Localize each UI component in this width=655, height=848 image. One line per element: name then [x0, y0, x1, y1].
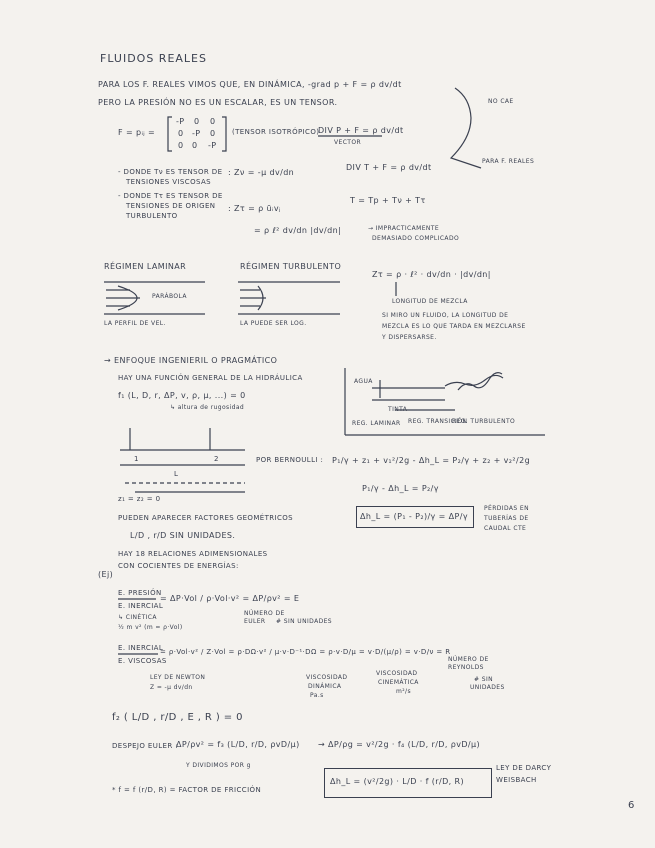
divide-note: Y DIVIDIMOS POR g [186, 762, 251, 769]
reynolds-name-4: UNIDADES [470, 684, 505, 691]
transition-regime-label: REG. TRANSICIÓN [408, 418, 468, 425]
bernoulli-eq-2: P₁/γ - Δh_L = P₂/γ [362, 484, 439, 493]
matrix-bracket-right [222, 117, 226, 151]
head-loss-eq: Δh_L = (P₁ - P₂)/γ = ΔP/γ [360, 512, 469, 521]
turb-def-1: - DONDE Tτ ES TENSOR DE [118, 192, 223, 200]
darcy-name-1: LEY DE DARCY [496, 764, 552, 772]
kin-visc-1: VISCOSIDAD [376, 670, 418, 677]
mixing-note-2: MEZCLA ES LO QUE TARDA EN MEZCLARSE [382, 323, 526, 330]
euler-name-3: # SIN UNIDADES [276, 618, 332, 625]
friction-factor-line: * f = f (r/D, R) = FACTOR DE FRICCIÓN [112, 786, 262, 794]
turb-def-3: TURBULENTO [126, 212, 178, 220]
euler-note-2: ½ m v² (m = ρ·Vol) [118, 624, 183, 631]
viscous-eq: : Zν = -μ dv/dn [228, 168, 295, 177]
mixing-length-label: LONGITUD DE MEZCLA [392, 298, 468, 305]
darcy-name-2: WEISBACH [496, 776, 537, 784]
loss-note-2: TUBERÍAS DE [484, 515, 529, 522]
turb-eq: : Zτ = ρ ūᵢvⱼ [228, 204, 281, 213]
z-equal: z₁ = z₂ = 0 [118, 495, 161, 503]
side-note: NO CAE [488, 98, 514, 105]
tensor-sum-eq: T = Tp + Tν + Tτ [350, 196, 426, 205]
reynolds-name-1: NÚMERO DE [448, 656, 489, 663]
euler-eq: = ΔP·Vol / ρ·Vol·v² = ΔP/ρv² = E [160, 594, 300, 603]
bernoulli-label: POR BERNOULLI : [256, 456, 324, 464]
reynolds-name-3: # SIN [474, 676, 494, 683]
dyn-visc-1: VISCOSIDAD [306, 674, 348, 681]
pragmatic-heading: → ENFOQUE INGENIERIL O PRAGMÁTICO [104, 356, 278, 365]
parabola-label: PARÁBOLA [152, 293, 187, 300]
mixing-note-1: SI MIRO UN FLUIDO, LA LONGITUD DE [382, 312, 509, 319]
kin-visc-3: m²/s [396, 688, 411, 695]
notes-page: FLUIDOS REALES 6 PARA LOS F. REALES VIMOS QUE, EN DINÁMICA, -grad p + F = ρ dv/dt PERO LA PRESIÓN NO ES UN ESCALAR, ES UN TENSOR. NO CAE F = pᵢⱼ = -P 0 0 0 -P 0 0 0 -P (TENSOR ISOTRÓPICO) DIV P + F = ρ dv/dt VECTOR PARA F. REALES - DONDE Tν ES TENSOR DE TENSIONES VISCOSAS : Zν = -μ dv/dn DIV T + F = ρ dv/dt - DONDE Tτ ES TENSOR DE TENSIONES DE ORIGEN TURBULENTO : Zτ = ρ ūᵢvⱼ T = Tp + Tν + Tτ = ρ ℓ² dv/dn |dv/dn| → IMPRACTICAMENTE DEMASIADO COMPLICADO RÉGIMEN LAMINAR RÉGIMEN TURBULENTO PARÁBOLA LA PERFIL DE VEL. LA PUEDE SER LOG. Zτ = ρ · ℓ² · dv/dn · |dv/dn| LONGITUD DE MEZCLA SI MIRO UN FLUIDO, LA LONGITUD DE MEZCLA ES LO QUE TARDA EN MEZCLARSE Y DISPERSARSE. → ENFOQUE INGENIERIL O PRAGMÁTICO HAY UNA FUNCIÓN GENERAL DE LA HIDRÁULICA f₁ (L, D, r, ΔP, v, ρ, μ, ...) = 0 ↳ altura de rugosidad AGUA TINTA REG. LAMINAR REG. TRANSICIÓN REG. TURBULENTO L 1 2 z₁ = z₂ = 0 POR BERNOULLI : P₁/γ + z₁ + v₁²/2g - Δh_L = P₂/γ + z₂ + v₂²/2g P₁/γ - Δh_L = P₂/γ Δh_L = (P₁ - P₂)/γ = ΔP/γ PÉRDIDAS EN TUBERÍAS DE CAUDAL CTE PUEDEN APARECER FACTORES GEOMÉTRICOS L/D , r/D SIN UNIDADES. HAY 18 RELACIONES ADIMENSIONALES CON COCIENTES DE ENERGÍAS: (Ej) E. PRESIÓN E. INERCIAL = ΔP·Vol / ρ·Vol·v² = ΔP/ρv² = E ↳ CINÉTICA ½ m v² (m = ρ·Vol) NÚMERO DE EULER # SIN UNIDADES E. INERCIAL E. VISCOSAS = ρ·Vol·v² / Z·Vol = ρ·DΩ·v² / μ·v·D⁻¹·DΩ = ρ·v·D/μ = v·D/(μ/ρ) = v·D/ν = R LEY DE NEWTON Z = -μ dv/dn VISCOSIDAD DINÁMICA Pa.s VISCOSIDAD CINEMÁTICA m²/s NÚMERO DE REYNOLDS # SIN UNIDADES f₂ ( L/D , r/D , E , R ) = 0 DESPEJO EULER : ΔP/ρv² = f₃ (L/D, r/D, ρvD/μ) → ΔP/ρg = v²/2g · f₄ (L/D, r/D, ρvD/μ) Y DIVIDIMOS POR g Δh_L = (v²/2g) · L/D · f (r/D, R) LEY DE DARCY WEISBACH * f = f (r/D, R) = FACTOR DE FRICCIÓN [0, 0, 655, 848]
page-number: 6 [628, 800, 635, 811]
euler-name-2: EULER [244, 618, 266, 625]
point-1: 1 [134, 455, 139, 463]
newton-law-1: LEY DE NEWTON [150, 674, 206, 681]
loss-note-1: PÉRDIDAS EN [484, 505, 529, 512]
factors-line-4: CON COCIENTES DE ENERGÍAS: [118, 562, 239, 570]
intro-line: PARA LOS F. REALES VIMOS QUE, EN DINÁMICA, -grad p + F = ρ dv/dt [98, 80, 402, 89]
laminar-caption: LA PERFIL DE VEL. [104, 320, 166, 327]
length-label: L [174, 470, 179, 478]
page-title: FLUIDOS REALES [100, 52, 207, 65]
mixing-note-3: Y DISPERSARSE. [382, 334, 437, 341]
general-function: f₁ (L, D, r, ΔP, v, ρ, μ, ...) = 0 [118, 391, 246, 400]
euler-solved-eq: ΔP/ρv² = f₃ (L/D, r/D, ρvD/μ) [176, 740, 300, 749]
turb-eq-2: = ρ ℓ² dv/dn |dv/dn| [254, 226, 342, 235]
matrix-bracket-left [168, 117, 172, 151]
turb-note-2: DEMASIADO COMPLICADO [372, 235, 460, 242]
point-2: 2 [214, 455, 219, 463]
dyn-visc-3: Pa.s [310, 692, 324, 699]
factors-line-3: HAY 18 RELACIONES ADIMENSIONALES [118, 550, 268, 558]
head-eq: → ΔP/ρg = v²/2g · f₄ (L/D, r/D, ρvD/μ) [318, 740, 481, 749]
factors-line-2: L/D , r/D SIN UNIDADES. [130, 531, 236, 540]
dyn-visc-2: DINÁMICA [308, 683, 342, 690]
pressure-tensor-line: PERO LA PRESIÓN NO ES UN ESCALAR, ES UN TENSOR. [98, 98, 338, 107]
kin-visc-2: CINEMÁTICA [378, 679, 419, 686]
euler-note-1: ↳ CINÉTICA [118, 614, 157, 621]
turbulent-heading: RÉGIMEN TURBULENTO [240, 262, 342, 271]
reynolds-eq: = ρ·Vol·v² / Z·Vol = ρ·DΩ·v² / μ·v·D⁻¹·DΩ = ρ·v·D/μ = v·D/(μ/ρ) = v·D/ν = R [160, 648, 451, 656]
roughness-note: ↳ altura de rugosidad [170, 404, 245, 411]
turbulent-caption: LA PUEDE SER LOG. [240, 320, 307, 327]
f2-function: f₂ ( L/D , r/D , E , R ) = 0 [112, 712, 243, 723]
viscous-def-2: TENSIONES VISCOSAS [126, 178, 211, 186]
turbulent-regime-label: REG. TURBULENTO [452, 418, 516, 425]
vector-label: VECTOR [334, 139, 362, 146]
bernoulli-eq: P₁/γ + z₁ + v₁²/2g - Δh_L = P₂/γ + z₂ + v₂²/2g [332, 456, 531, 465]
dynamics-equation: DIV P + F = ρ dv/dt [318, 126, 404, 135]
laminar-regime-label: REG. LAMINAR [352, 420, 401, 427]
darcy-eq: Δh_L = (v²/2g) · L/D · f (r/D, R) [330, 777, 464, 786]
ink-label: TINTA [388, 406, 408, 413]
pragmatic-line: HAY UNA FUNCIÓN GENERAL DE LA HIDRÁULICA [118, 374, 303, 382]
euler-num: E. PRESIÓN [118, 589, 162, 597]
tensor-label: F = pᵢⱼ = [118, 128, 156, 137]
water-label: AGUA [354, 378, 373, 385]
laminar-heading: RÉGIMEN LAMINAR [104, 262, 187, 271]
div-t-equation: DIV T + F = ρ dv/dt [346, 163, 432, 172]
turb-def-2: TENSIONES DE ORIGEN [126, 202, 216, 210]
side-bracket [451, 88, 481, 168]
factors-line-1: PUEDEN APARECER FACTORES GEOMÉTRICOS [118, 514, 294, 522]
mixing-eq: Zτ = ρ · ℓ² · dv/dn · |dv/dn| [372, 270, 491, 279]
euler-den: E. INERCIAL [118, 602, 164, 610]
example-label: (Ej) [98, 570, 114, 579]
reynolds-den: E. VISCOSAS [118, 657, 167, 665]
real-fluids-label: PARA F. REALES [482, 158, 535, 165]
viscous-def-1: - DONDE Tν ES TENSOR DE [118, 168, 223, 176]
newton-law-2: Z = -μ dv/dn [150, 684, 193, 691]
euler-name-1: NÚMERO DE [244, 610, 285, 617]
tensor-iso-label: (TENSOR ISOTRÓPICO) [232, 128, 320, 136]
despejo-label: DESPEJO EULER : [112, 742, 179, 750]
reynolds-name-2: REYNOLDS [448, 664, 484, 671]
loss-note-3: CAUDAL CTE [484, 525, 527, 532]
reynolds-num: E. INERCIAL [118, 644, 164, 652]
turb-note-1: → IMPRACTICAMENTE [368, 225, 440, 232]
